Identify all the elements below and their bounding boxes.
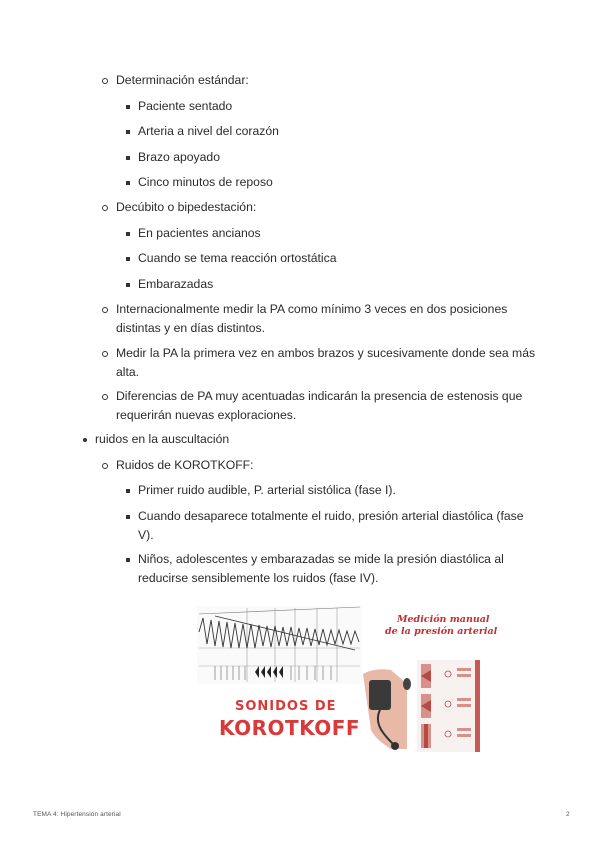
bullet-square-icon [126,515,130,519]
list-item [138,249,538,268]
list-item [138,550,538,588]
list-item [138,173,538,192]
bullet-square-icon [126,283,130,287]
list-item-text: Cuando desaparece totalmente el ruido, presión arterial diastólica (fase V). [138,509,524,542]
korotkoff-phase-panels [417,660,480,752]
list-item-text: Medir la PA la primera vez en ambos brazos y sucesivamente donde sea más alta. [116,346,536,379]
bullet-circle-icon [102,78,108,84]
list-item-text: En pacientes ancianos [138,226,261,240]
arm-cuff-illustration [363,669,411,750]
bullet-square-icon [126,181,130,185]
list-item-text: Paciente sentado [138,99,233,113]
list-item-text: Decúbito o bipedestación: [116,200,257,214]
figure-title-line1: SONIDOS DE [235,699,337,714]
list-item [138,148,538,167]
list-item [116,198,536,217]
korotkoff-figure [195,604,498,754]
list-item [138,122,538,141]
bullet-disc-icon [83,438,87,442]
figure-title-line2: KOROTKOFF [219,716,361,740]
list-item [116,387,536,425]
list-item-text: Arteria a nivel del corazón [138,124,279,138]
list-item [95,430,555,449]
list-item [116,456,536,475]
list-item-text: Internacionalmente medir la PA como mínimo 3 veces en dos posiciones distintas y en días distintos. [116,302,508,335]
list-item [116,344,536,382]
list-item [138,275,538,294]
figure-caption-line1: Medición manual [397,614,490,625]
list-item [138,507,538,545]
list-item-text: ruidos en la auscultación [95,432,230,446]
list-item [138,481,538,500]
bullet-square-icon [126,232,130,236]
list-item-text: Brazo apoyado [138,150,220,164]
bullet-square-icon [126,105,130,109]
list-item-text: Ruidos de KOROTKOFF: [116,458,254,472]
bullet-square-icon [126,130,130,134]
list-item-text: Determinación estándar: [116,73,249,87]
footer-title: TEMA 4: Hipertensión arterial [33,811,121,818]
figure-caption-line2: de la presión arterial [385,626,498,637]
list-item [138,97,538,116]
list-item-text: Primer ruido audible, P. arterial sistólica (fase I). [138,483,396,497]
bullet-square-icon [126,558,130,562]
list-item-text: Niños, adolescentes y embarazadas se mide la presión diastólica al reducirse sensiblemente los ruidos (fase IV). [138,552,504,585]
bullet-circle-icon [102,394,108,400]
bullet-square-icon [126,257,130,261]
page-number: 2 [566,811,570,818]
list-item [116,71,536,90]
pressure-waveform-graphic [197,606,362,684]
list-item-text: Cinco minutos de reposo [138,175,273,189]
bullet-circle-icon [102,307,108,313]
list-item [138,224,538,243]
bullet-circle-icon [102,463,108,469]
bullet-square-icon [126,489,130,493]
list-item-text: Cuando se tema reacción ortostática [138,251,337,265]
bullet-square-icon [126,156,130,160]
korotkoff-illustration [195,604,498,754]
list-item-text: Embarazadas [138,277,214,291]
bullet-circle-icon [102,205,108,211]
list-item-text: Diferencias de PA muy acentuadas indicarán la presencia de estenosis que requerirán nuevas exploraciones. [116,389,523,422]
bullet-circle-icon [102,351,108,357]
list-item [116,300,536,338]
